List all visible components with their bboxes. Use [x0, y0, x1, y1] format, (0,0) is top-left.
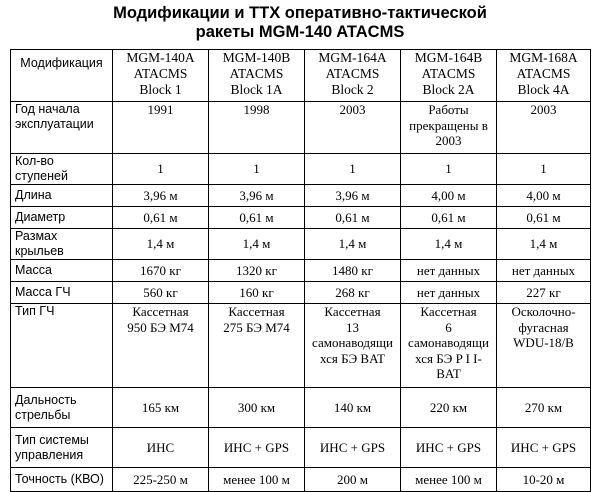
- cell-value: 3,96 м: [239, 187, 274, 203]
- value-cell: [497, 468, 591, 492]
- model-name-line: Block 2A: [422, 82, 475, 97]
- cell-value: Кассетная: [324, 304, 381, 319]
- cell-value: 275 БЭ М74: [223, 319, 290, 335]
- value-cell: [401, 282, 497, 304]
- cell-value: 1991: [147, 102, 174, 117]
- cell-value: 10-20 м: [522, 471, 565, 487]
- value-cell: [305, 207, 401, 229]
- cell-value: 0,61 м: [239, 209, 274, 225]
- cell-value: 560 кг: [143, 284, 178, 300]
- cell-value: 1670 кг: [140, 262, 181, 278]
- value-cell: [305, 282, 401, 304]
- cell-value: Кассетная: [132, 304, 189, 319]
- model-name-line: MGM-168A: [509, 50, 578, 65]
- model-header-cell: [113, 50, 209, 102]
- value-cell: [497, 428, 591, 468]
- cell-value: 225-250 м: [133, 471, 188, 487]
- value-cell: [209, 428, 305, 468]
- value-cell: [113, 185, 209, 207]
- row-label-cell: [11, 185, 113, 207]
- value-cell: [209, 468, 305, 492]
- row-label: Год начала: [15, 102, 80, 116]
- value-cell: [113, 154, 209, 185]
- value-cell: [209, 388, 305, 428]
- cell-value: 2003: [530, 102, 557, 117]
- value-cell: [305, 229, 401, 260]
- cell-value: ИНС: [146, 439, 175, 455]
- value-cell: [209, 229, 305, 260]
- value-cell: [209, 154, 305, 185]
- model-name-line: ATACMS: [325, 66, 380, 81]
- value-cell: [113, 260, 209, 282]
- model-name-line: MGM-140A: [126, 50, 195, 65]
- value-cell: [305, 428, 401, 468]
- value-cell: [401, 468, 497, 492]
- table-row: [11, 154, 591, 185]
- cell-value: 1,4 м: [146, 236, 175, 252]
- cell-value: хся БЭ P I I-: [415, 350, 482, 366]
- cell-value: 1998: [243, 102, 270, 117]
- model-header-cell: [497, 50, 591, 102]
- cell-value: 0,61 м: [431, 209, 466, 225]
- title-line-1: Модификации и ТТХ оперативно-тактической: [113, 4, 487, 22]
- table-row: [11, 207, 591, 229]
- value-cell: [497, 154, 591, 185]
- model-name-line: ATACMS: [133, 66, 188, 81]
- cell-value: 4,00 м: [526, 187, 561, 203]
- cell-value: BAT: [436, 366, 461, 381]
- table-row: [11, 428, 591, 468]
- cell-value: 4,00 м: [431, 187, 466, 203]
- model-name-line: Block 1A: [230, 82, 283, 97]
- value-cell: [401, 229, 497, 260]
- cell-value: 140 км: [333, 399, 372, 415]
- cell-value: 3,96 м: [143, 187, 178, 203]
- cell-value: 1: [157, 161, 164, 177]
- cell-value: хся БЭ BAT: [320, 350, 385, 366]
- model-name-line: MGM-140B: [222, 50, 291, 65]
- value-cell: [401, 304, 497, 388]
- row-label: Тип системы: [15, 432, 89, 447]
- cell-value: 1,4 м: [338, 236, 367, 252]
- cell-value: 268 кг: [335, 284, 370, 300]
- model-header-cell: [305, 50, 401, 102]
- title-line-2: ракеты MGM-140 ATACMS: [195, 23, 405, 41]
- model-name-line: Block 2: [331, 82, 374, 97]
- table-row: [11, 229, 591, 260]
- value-cell: [305, 260, 401, 282]
- model-name-line: ATACMS: [516, 66, 571, 81]
- cell-value: 0,61 м: [143, 209, 178, 225]
- cell-value: 1: [253, 161, 260, 177]
- model-name-line: MGM-164B: [414, 50, 483, 65]
- row-label: управления: [15, 447, 84, 462]
- cell-value: 165 км: [141, 399, 180, 415]
- cell-value: 2003: [339, 102, 366, 117]
- cell-value: 270 км: [524, 399, 563, 415]
- table-row: [11, 260, 591, 282]
- table-row: [11, 282, 591, 304]
- row-label: Дальность: [15, 392, 77, 407]
- value-cell: [497, 388, 591, 428]
- model-name-line: ATACMS: [229, 66, 284, 81]
- cell-value: самонаводящи: [408, 335, 489, 350]
- cell-value: самонаводящи: [312, 335, 393, 350]
- cell-value: нет данных: [511, 262, 576, 278]
- value-cell: [497, 102, 591, 154]
- value-cell: [497, 260, 591, 282]
- cell-value: фугасная: [518, 319, 569, 335]
- cell-value: 1: [445, 161, 452, 177]
- cell-value: 160 кг: [239, 284, 274, 300]
- row-label: Диаметр: [15, 210, 66, 224]
- value-cell: [401, 207, 497, 229]
- value-cell: [497, 229, 591, 260]
- model-header-cell: [401, 50, 497, 102]
- page-title: [0, 4, 600, 42]
- row-label-cell: [11, 229, 113, 260]
- value-cell: [497, 304, 591, 388]
- table-row: [11, 388, 591, 428]
- value-cell: [401, 102, 497, 154]
- table-row: [11, 185, 591, 207]
- value-cell: [497, 185, 591, 207]
- value-cell: [305, 388, 401, 428]
- cell-value: нет данных: [416, 262, 481, 278]
- row-label-cell: [11, 304, 113, 388]
- cell-value: Работы: [428, 102, 469, 117]
- row-label: Масса: [15, 263, 52, 277]
- cell-value: ИНС + GPS: [319, 439, 386, 455]
- cell-value: 1480 кг: [332, 262, 373, 278]
- model-name-line: MGM-164A: [318, 50, 387, 65]
- model-header-cell: [209, 50, 305, 102]
- value-cell: [305, 102, 401, 154]
- value-cell: [113, 428, 209, 468]
- cell-value: 1: [540, 161, 547, 177]
- cell-value: 1: [349, 161, 356, 177]
- cell-value: 6: [445, 319, 452, 335]
- value-cell: [497, 282, 591, 304]
- row-label: Тип ГЧ: [15, 304, 55, 318]
- row-label: Масса ГЧ: [15, 285, 71, 299]
- model-name-line: Block 1: [139, 82, 182, 97]
- cell-value: 1320 кг: [236, 262, 277, 278]
- row-label: стрельбы: [15, 407, 71, 422]
- cell-value: ИНС + GPS: [223, 439, 290, 455]
- value-cell: [305, 154, 401, 185]
- value-cell: [305, 185, 401, 207]
- cell-value: нет данных: [416, 284, 481, 300]
- row-label-cell: [11, 154, 113, 185]
- cell-value: 2003: [435, 133, 462, 148]
- row-label-cell: [11, 260, 113, 282]
- row-label-cell: [11, 207, 113, 229]
- cell-value: 950 БЭ М74: [127, 319, 194, 335]
- value-cell: [113, 388, 209, 428]
- header-row: [11, 50, 591, 102]
- value-cell: [209, 282, 305, 304]
- value-cell: [401, 260, 497, 282]
- value-cell: [305, 304, 401, 388]
- cell-value: 3,96 м: [335, 187, 370, 203]
- row-label: Длина: [15, 188, 52, 202]
- table-row: [11, 468, 591, 492]
- row-label: Точность (КВО): [15, 472, 104, 486]
- cell-value: менее 100 м: [415, 471, 482, 487]
- row-label: эксплуатации: [15, 117, 94, 131]
- table-row: [11, 304, 591, 388]
- header-label: Модификация: [20, 56, 103, 70]
- row-label-cell: [11, 428, 113, 468]
- cell-value: 1,4 м: [434, 236, 463, 252]
- specs-table-body: [11, 50, 591, 492]
- value-cell: [401, 185, 497, 207]
- cell-value: ИНС + GPS: [510, 439, 577, 455]
- value-cell: [113, 304, 209, 388]
- value-cell: [113, 207, 209, 229]
- model-name-line: Block 4A: [517, 82, 570, 97]
- cell-value: 227 кг: [526, 284, 561, 300]
- row-label-cell: [11, 468, 113, 492]
- cell-value: Кассетная: [228, 304, 285, 319]
- cell-value: WDU-18/B: [513, 335, 574, 350]
- header-label-cell: [11, 50, 113, 102]
- row-label-cell: [11, 282, 113, 304]
- specs-table: [10, 49, 591, 492]
- cell-value: прекращены в: [409, 117, 488, 133]
- row-label-cell: [11, 102, 113, 154]
- cell-value: 0,61 м: [335, 209, 370, 225]
- row-label-cell: [11, 388, 113, 428]
- value-cell: [113, 468, 209, 492]
- cell-value: 1,4 м: [242, 236, 271, 252]
- cell-value: 200 м: [337, 471, 368, 487]
- cell-value: менее 100 м: [223, 471, 290, 487]
- value-cell: [113, 282, 209, 304]
- value-cell: [401, 154, 497, 185]
- model-name-line: ATACMS: [421, 66, 476, 81]
- cell-value: 300 км: [237, 399, 276, 415]
- cell-value: Осколочно-: [511, 304, 576, 319]
- cell-value: 220 км: [429, 399, 468, 415]
- value-cell: [305, 468, 401, 492]
- cell-value: 1,4 м: [529, 236, 558, 252]
- value-cell: [113, 229, 209, 260]
- value-cell: [209, 304, 305, 388]
- row-label: Кол-во ступеней: [15, 154, 68, 183]
- cell-value: 0,61 м: [526, 209, 561, 225]
- cell-value: ИНС + GPS: [415, 439, 482, 455]
- value-cell: [401, 428, 497, 468]
- row-label: Размах крыльев: [15, 229, 64, 258]
- value-cell: [209, 185, 305, 207]
- table-row: [11, 102, 591, 154]
- value-cell: [209, 207, 305, 229]
- value-cell: [113, 102, 209, 154]
- value-cell: [497, 207, 591, 229]
- value-cell: [209, 260, 305, 282]
- cell-value: Кассетная: [420, 304, 477, 319]
- cell-value: 13: [346, 319, 359, 335]
- value-cell: [401, 388, 497, 428]
- value-cell: [209, 102, 305, 154]
